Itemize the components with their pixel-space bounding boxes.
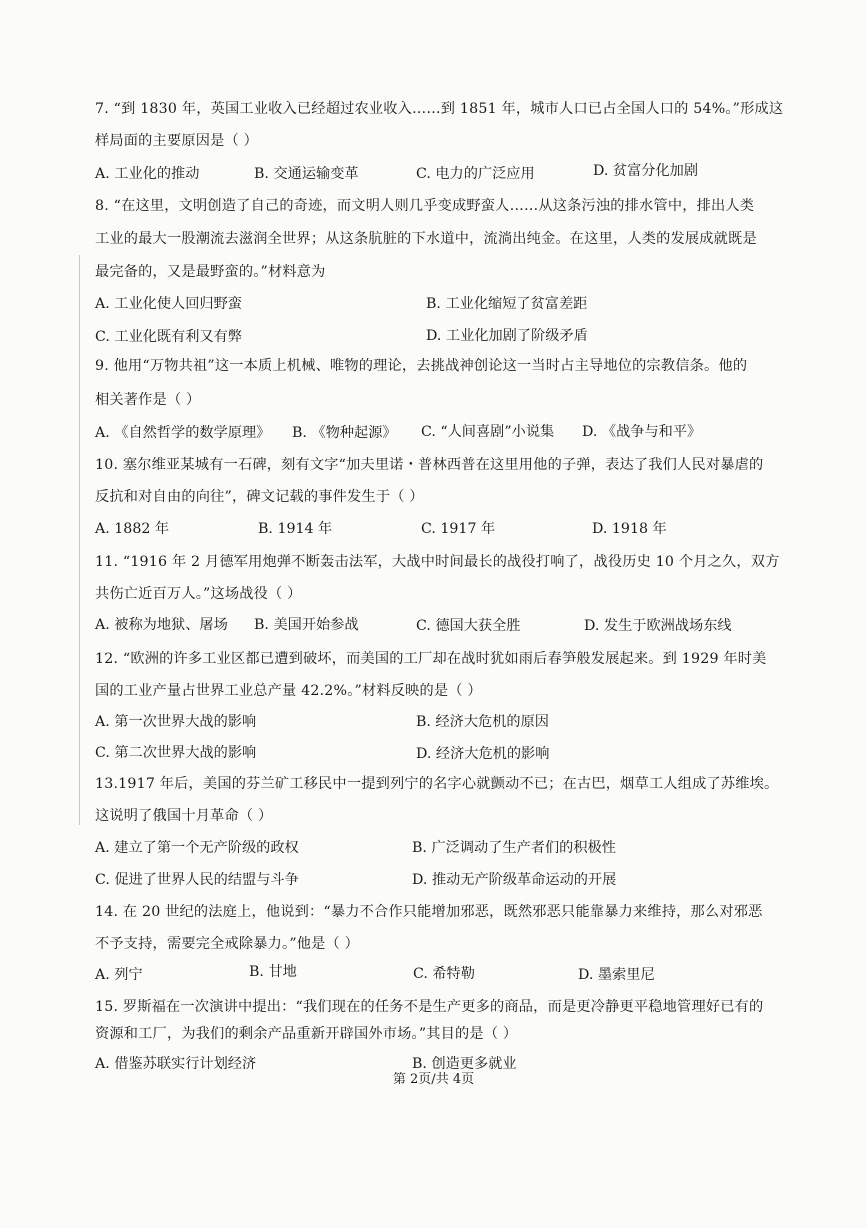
q12-option-d: D. 经济大危机的影响 [416, 746, 550, 762]
q9-option-d: D. 《战争与和平》 [582, 424, 702, 440]
q8-stem-line-1: 8. “在这里，文明创造了自己的奇迹，而文明人则几乎变成野蛮人……从这条污浊的排水管中，排出人类 [95, 198, 755, 214]
q12-option-a: A. 第一次世界大战的影响 [95, 714, 257, 730]
q7-stem-line-1: 7. “到 1830 年，英国工业收入已经超过农业收入……到 1851 年，城市人口已占全国人口的 54%。”形成这 [95, 101, 784, 117]
q10-option-a: A. 1882 年 [95, 521, 170, 537]
q8-stem-line-3: 最完备的，又是最野蛮的。”材料意为 [95, 264, 326, 280]
q11-option-c: C. 德国大获全胜 [416, 618, 521, 634]
q10-option-c: C. 1917 年 [421, 521, 496, 537]
q12-stem-line-2: 国的工业产量占世界工业总产量 42.2%。”材料反映的是（ ） [95, 683, 482, 699]
q8-option-a: A. 工业化使人回归野蛮 [95, 296, 242, 312]
q9-option-b: B. 《物种起源》 [292, 425, 397, 441]
q14-stem-line-2: 不予支持，需要完全戒除暴力。”他是（ ） [95, 936, 360, 952]
q7-option-b: B. 交通运输变革 [254, 166, 359, 182]
page-number: 第 2页/共 4页 [392, 1072, 475, 1087]
q15-option-a: A. 借鉴苏联实行计划经济 [95, 1056, 257, 1072]
q7-stem-line-2: 样局面的主要原因是（ ） [95, 133, 258, 149]
q14-stem-line-1: 14. 在 20 世纪的法庭上，他说到：“暴力不合作只能增加邪恶，既然邪恶只能靠暴力来维持，那么对邪恶 [95, 904, 763, 920]
q8-option-b: B. 工业化缩短了贫富差距 [426, 296, 588, 312]
q12-option-b: B. 经济大危机的原因 [416, 714, 549, 730]
q7-option-d: D. 贫富分化加剧 [593, 163, 699, 179]
q9-stem-line-1: 9. 他用“万物共祖”这一本质上机械、唯物的理论，去挑战神创论这一当时占主导地位的宗教信条。他的 [95, 358, 748, 374]
q9-option-c: C. “人间喜剧”小说集 [421, 424, 555, 440]
q13-option-a: A. 建立了第一个无产阶级的政权 [95, 840, 299, 856]
q15-stem-line-2: 资源和工厂，为我们的剩余产品重新开辟国外市场。”其目的是（ ） [95, 1026, 518, 1042]
q7-option-c: C. 电力的广泛应用 [416, 166, 535, 182]
q14-option-b: B. 甘地 [249, 964, 297, 980]
q10-stem-line-1: 10. 塞尔维亚某城有一石碑，刻有文字“加夫里诺・普林西普在这里用他的子弹，表达了我们人民对暴虐的 [95, 457, 764, 473]
q8-stem-line-2: 工业的最大一股潮流去滋润全世界；从这条肮脏的下水道中，流淌出纯金。在这里，人类的发展成就既是 [95, 231, 757, 247]
q12-stem-line-1: 12. “欧洲的许多工业区都已遭到破坏，而美国的工厂却在战时犹如雨后春笋般发展起来。到 1929 年时美 [95, 651, 767, 667]
q11-option-a: A. 被称为地狱、屠场 [95, 617, 228, 633]
q13-stem-line-1: 13.1917 年后，美国的芬兰矿工移民中一提到列宁的名字心就颤动不已；在古巴，烟草工人组成了苏维埃。 [95, 776, 779, 792]
q7-option-a: A. 工业化的推动 [95, 166, 200, 182]
q10-option-d: D. 1918 年 [592, 521, 667, 537]
q13-stem-line-2: 这说明了俄国十月革命（ ） [95, 808, 273, 824]
q15-option-b: B. 创造更多就业 [412, 1056, 517, 1072]
q11-stem-line-1: 11. “1916 年 2 月德军用炮弹不断轰击法军，大战中时间最长的战役打响了，战役历史 10 个月之久，双方 [95, 554, 780, 570]
q14-option-d: D. 墨索里尼 [578, 967, 655, 983]
q9-stem-line-2: 相关著作是（ ） [95, 392, 201, 408]
q12-option-c: C. 第二次世界大战的影响 [95, 745, 257, 761]
q8-option-c: C. 工业化既有利又有弊 [95, 329, 243, 345]
q13-option-c: C. 促进了世界人民的结盟与斗争 [95, 872, 299, 888]
q11-stem-line-2: 共伤亡近百万人。”这场战役（ ） [95, 586, 302, 602]
q10-stem-line-2: 反抗和对自由的向往”，碑文记载的事件发生于（ ） [95, 489, 424, 505]
q13-option-b: B. 广泛调动了生产者们的积极性 [412, 840, 616, 856]
margin-line [79, 255, 80, 825]
q14-option-c: C. 希特勒 [413, 966, 475, 982]
q15-stem-line-1: 15. 罗斯福在一次演讲中提出：“我们现在的任务不是生产更多的商品，而是更冷静更平稳地管理好已有的 [95, 999, 764, 1015]
q8-option-d: D. 工业化加剧了阶级矛盾 [426, 328, 588, 344]
q13-option-d: D. 推动无产阶级革命运动的开展 [412, 872, 617, 888]
q11-option-d: D. 发生于欧洲战场东线 [584, 618, 732, 634]
q14-option-a: A. 列宁 [95, 967, 143, 983]
q11-option-b: B. 美国开始参战 [254, 617, 359, 633]
q10-option-b: B. 1914 年 [258, 521, 333, 537]
q9-option-a: A. 《自然哲学的数学原理》 [95, 425, 271, 441]
